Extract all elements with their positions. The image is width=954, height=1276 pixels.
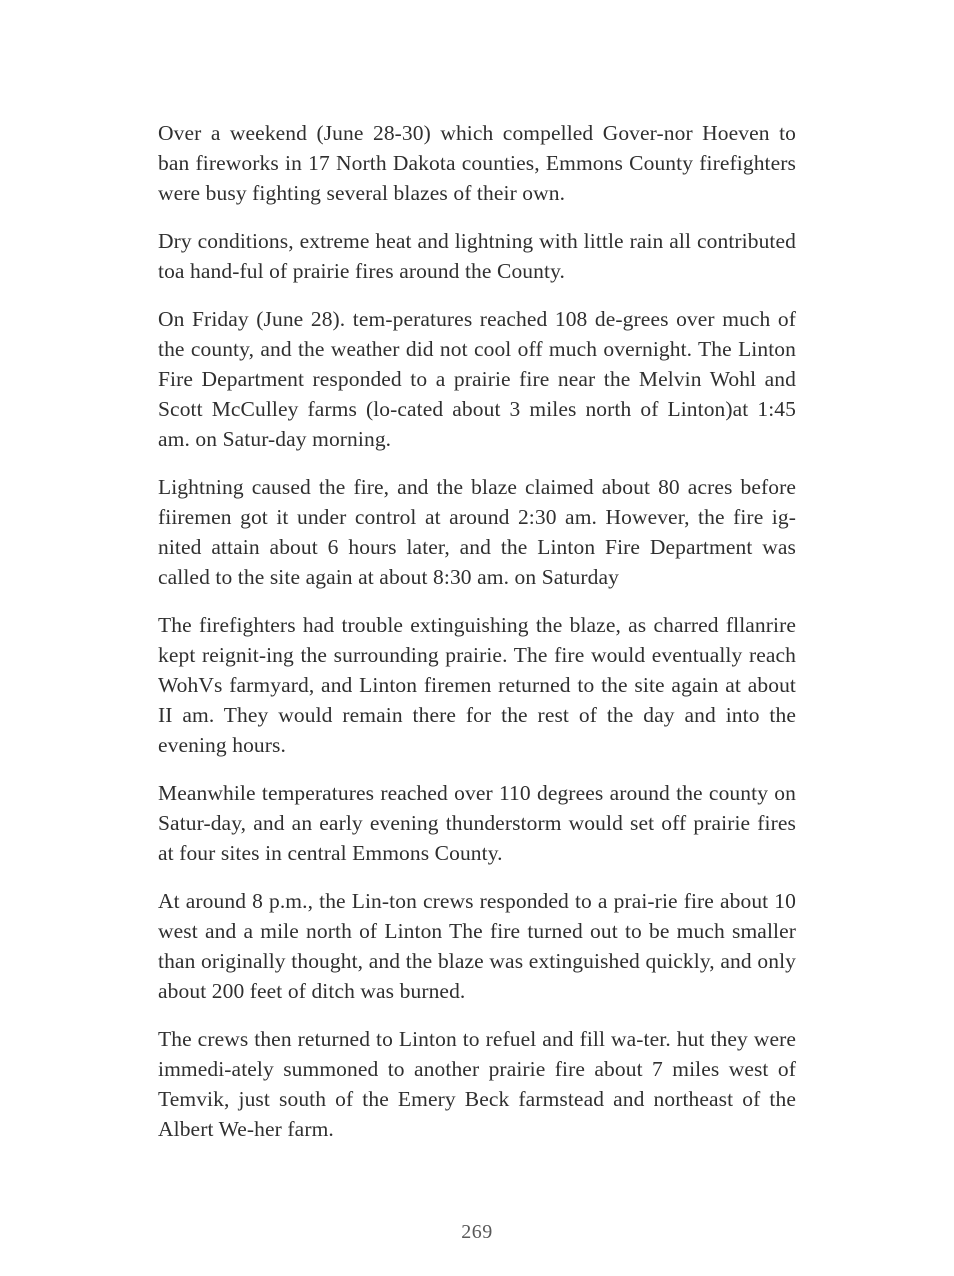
paragraph-evening-fire: At around 8 p.m., the Lin-ton crews responded to a prai-rie fire about 10 west and a mile north of Linton The fire turned out to be much smaller than originally thought, and the blaze was extinguished quickly, and only about 200 feet of ditch was burned. [158, 889, 796, 1003]
paragraph-friday-fire: On Friday (June 28). tem-peratures reached 108 de-grees over much of the county, and the weather did not cool off much overnight. The Linton Fire Department responded to a prairie fire near the Melvin Wohl and Scott McCulley farms (lo-cated about 3 miles north of Linton)at 1:45 am. on Satur-day morning. [158, 307, 796, 451]
paragraph-lightning-cause: Lightning caused the fire, and the blaze claimed about 80 acres before fiiremen got it under control at around 2:30 am. However, the fire ig-nited attain about 6 hours later, and the Linton Fire Department was called to the site again at about 8:30 am. on Saturday [158, 475, 796, 589]
paragraph-dry-conditions: Dry conditions, extreme heat and lightning with little rain all contributed toa hand-ful of prairie fires around the County. [158, 229, 796, 283]
paragraph-saturday-temperatures: Meanwhile temperatures reached over 110 degrees around the county on Satur-day, and an early evening thunderstorm would set off prairie fires at four sites in central Emmons County. [158, 781, 796, 865]
page-number: 269 [461, 1221, 493, 1243]
paragraph-temvik-fire: The crews then returned to Linton to refuel and fill wa-ter. hut they were immedi-ately summoned to another prairie fire about 7 miles west of Temvik, just south of the Emery Beck farmstead and northeast of the Albert We-her farm. [158, 1027, 796, 1141]
article-text-block [158, 118, 796, 1162]
page-footer [0, 1220, 954, 1244]
paragraph-governor-fireworks-ban: Over a weekend (June 28-30) which compelled Gover-nor Hoeven to ban fireworks in 17 North Dakota counties, Emmons County firefighters were busy fighting several blazes of their own. [158, 121, 796, 205]
paragraph-reignition: The firefighters had trouble extinguishing the blaze, as charred fllanrire kept reignit-ing the surrounding prairie. The fire would eventually reach WohVs farmyard, and Linton firemen returned to the site again at about II am. They would remain there for the rest of the day and into the evening hours. [158, 613, 796, 757]
